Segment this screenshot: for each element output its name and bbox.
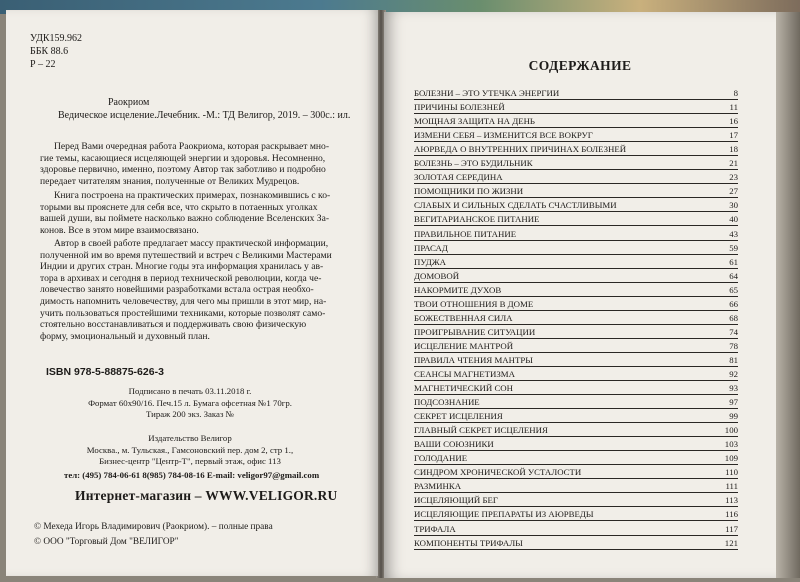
copyright-author: © Мехеда Игорь Владимирович (Раокриом). – полные права	[34, 522, 273, 532]
copyright-publisher: © ООО "Торговый Дом "ВЕЛИГОР"	[34, 537, 179, 547]
toc-entry-title: БОЛЕЗНЬ – ЭТО БУДИЛЬНИК	[414, 158, 533, 169]
toc-entry-title: ИСЦЕЛЯЮЩИЕ ПРЕПАРАТЫ ИЗ АЮРВЕДЫ	[414, 509, 594, 520]
toc-entry-title: СЕКРЕТ ИСЦЕЛЕНИЯ	[414, 411, 503, 422]
toc-entry-page: 97	[729, 397, 738, 408]
annotation-line: ловечество занято новейшими разработками встала острая необхо-	[40, 284, 314, 296]
toc-entry-title: БОЛЕЗНИ – ЭТО УТЕЧКА ЭНЕРГИИ	[414, 88, 560, 99]
contents-title: СОДЕРЖАНИЕ	[528, 58, 632, 73]
toc-entry-title: ПРОИГРЫВАНИЕ СИТУАЦИИ	[414, 326, 536, 337]
annotation-line: Перед Вами очередная работа Раокриома, которая раскрывает мно-	[54, 141, 330, 152]
toc-entry-page: 113	[725, 495, 738, 506]
toc-entry-page: 92	[729, 368, 738, 379]
publisher-contacts: тел: (495) 784-06-61 8(985) 784-08-16 E-mail: veligor97@gmail.com	[64, 470, 320, 480]
publisher-name: Издательство Велигор	[148, 433, 232, 443]
toc-entry-title: ИЗМЕНИ СЕБЯ – ИЗМЕНИТСЯ ВСЕ ВОКРУГ	[414, 130, 593, 141]
toc-entry	[414, 339, 738, 353]
toc-entry-page: 40	[729, 214, 738, 225]
annotation-paragraph-1	[40, 141, 356, 187]
toc-entry-page: 74	[729, 326, 738, 337]
toc-entry	[414, 465, 738, 479]
author-mark: Р – 22	[30, 59, 56, 70]
toc-entry-page: 93	[729, 383, 738, 394]
bbk-code: ББК 88.6	[30, 46, 69, 57]
annotation-line: Автор в своей работе предлагает массу практической информации,	[54, 238, 329, 249]
toc-entry-title: СИНДРОМ ХРОНИЧЕСКОЙ УСТАЛОСТИ	[414, 467, 582, 478]
annotation-line: полученной им во время путешествий и встреч с Великими Мастерами	[40, 249, 332, 261]
annotation-line: тора в архивах и сегодня в период технической революции, когда че-	[40, 272, 322, 284]
toc-entry-title: ПРИЧИНЫ БОЛЕЗНЕЙ	[414, 102, 505, 113]
toc-entry-title: РАЗМИНКА	[414, 481, 462, 492]
toc-entry	[414, 507, 738, 521]
print-run: Тираж 200 экз. Заказ №	[145, 409, 235, 419]
annotation-line: учить пользоваться простейшими техниками, которые позволят само-	[40, 307, 326, 319]
toc-entry-page: 66	[729, 298, 738, 309]
toc-entry	[414, 353, 738, 367]
publisher-address: Москва., м. Тульская., Гамсоновский пер. дом 2, стр 1.,	[86, 444, 294, 455]
toc-entry-page: 78	[729, 340, 738, 351]
toc-entry-title: АЮРВЕДА О ВНУТРЕННИХ ПРИЧИНАХ БОЛЕЗНЕЙ	[414, 144, 627, 155]
toc-entry-page: 110	[725, 467, 738, 478]
toc-entry-page: 23	[729, 172, 738, 183]
toc-entry	[414, 409, 738, 423]
toc-entry	[414, 395, 738, 409]
isbn: ISBN 978-5-88875-626-3	[46, 366, 164, 378]
annotation-line: здоровье первично, именно, поэтому Автор так заботливо и подробно	[40, 164, 326, 176]
table-of-contents	[414, 86, 738, 550]
toc-entry-page: 30	[729, 200, 738, 211]
annotation-line: вашей души, вы поймете насколько важно соблюдение Вселенских За-	[40, 213, 330, 225]
toc-entry-title: ПОМОЩНИКИ ПО ЖИЗНИ	[414, 186, 524, 197]
toc-entry	[414, 226, 738, 240]
bibliographic-record: Ведическое исцеление.Лечебник. -М.: ТД Велигор, 2019. – 300с.: ил.	[58, 110, 351, 121]
toc-entry	[414, 283, 738, 297]
toc-entry	[414, 114, 738, 128]
toc-entry-page: 18	[729, 144, 738, 155]
author-name: Раокриом	[108, 97, 150, 108]
toc-entry-title: МАГНЕТИЧЕСКИЙ СОН	[414, 383, 514, 394]
toc-entry	[414, 241, 738, 255]
toc-entry-page: 27	[729, 186, 738, 197]
page-edge	[776, 12, 800, 578]
toc-entry	[414, 536, 738, 550]
toc-entry-page: 65	[729, 284, 738, 295]
toc-entry	[414, 170, 738, 184]
toc-entry-title: ТВОИ ОТНОШЕНИЯ В ДОМЕ	[414, 298, 534, 309]
toc-entry-page: 121	[724, 537, 738, 548]
annotation-line: конов. Все в этом мире взаимосвязано.	[40, 224, 199, 236]
toc-entry	[414, 297, 738, 311]
toc-entry-page: 17	[729, 130, 738, 141]
toc-entry	[414, 367, 738, 381]
udc-code: УДК159.962	[30, 33, 83, 44]
toc-entry-title: ПРАВИЛЬНОЕ ПИТАНИЕ	[414, 228, 517, 239]
toc-entry	[414, 156, 738, 170]
toc-entry-title: НАКОРМИТЕ ДУХОВ	[414, 284, 502, 295]
toc-entry-title: ПУДЖА	[414, 256, 446, 267]
toc-entry-title: МОЩНАЯ ЗАЩИТА НА ДЕНЬ	[414, 116, 535, 127]
toc-entry	[414, 184, 738, 198]
publisher-office: Бизнес-центр "Центр-Т", первый этаж, офис 113	[99, 456, 281, 466]
toc-entry-title: ГЛАВНЫЙ СЕКРЕТ ИСЦЕЛЕНИЯ	[414, 425, 548, 436]
toc-entry	[414, 128, 738, 142]
toc-entry-page: 21	[729, 158, 738, 169]
toc-entry-title: КОМПОНЕНТЫ ТРИФАЛЫ	[414, 537, 523, 548]
toc-entry-title: ВЕГИТАРИАНСКОЕ ПИТАНИЕ	[414, 214, 540, 225]
toc-entry	[414, 269, 738, 283]
toc-entry	[414, 255, 738, 269]
annotation-line: димость напомнить человечеству, для чего мы пришли в этот мир, на-	[40, 295, 327, 307]
annotation-line: Книга построена на практических примерах, познакомившись с ко-	[54, 190, 331, 201]
annotation-paragraph-3	[40, 238, 356, 342]
toc-entry-page: 16	[729, 116, 738, 127]
toc-entry	[414, 212, 738, 226]
toc-entry-page: 99	[729, 411, 738, 422]
annotation-line: стоятельно восстанавливаться и поддерживать свою физическую	[40, 319, 307, 331]
toc-entry-page: 100	[724, 425, 738, 436]
toc-entry-title: ЗОЛОТАЯ СЕРЕДИНА	[414, 172, 503, 183]
toc-entry-title: СЕАНСЫ МАГНЕТИЗМА	[414, 368, 515, 379]
toc-entry-title: ТРИФАЛА	[414, 523, 456, 534]
annotation-line: Индии и других стран. Многие годы эта информация хранилась у ав-	[40, 261, 324, 273]
annotation-line: форму, эмоциональный и духовный план.	[40, 330, 210, 342]
toc-entry	[414, 437, 738, 451]
toc-entry	[414, 479, 738, 493]
annotation-paragraph-2	[40, 190, 356, 236]
toc-entry	[414, 311, 738, 325]
toc-entry-title: ИСЦЕЛЕНИЕ МАНТРОЙ	[414, 340, 514, 351]
toc-entry-page: 81	[729, 354, 738, 365]
web-shop: Интернет-магазин – WWW.VELIGOR.RU	[75, 488, 338, 503]
toc-entry-page: 43	[729, 228, 738, 239]
toc-entry-page: 64	[729, 270, 738, 281]
toc-entry-title: БОЖЕСТВЕННАЯ СИЛА	[414, 312, 513, 323]
toc-entry	[414, 86, 738, 100]
toc-entry-title: ПРАВИЛА ЧТЕНИЯ МАНТРЫ	[414, 354, 533, 365]
toc-entry-title: ВАШИ СОЮЗНИКИ	[414, 439, 494, 450]
print-info	[40, 386, 340, 421]
toc-entry-page: 103	[724, 439, 738, 450]
toc-entry-page: 111	[725, 481, 738, 492]
annotation-line: торыми вы прояснете для себя все, что скрыто в потаенных уголках	[40, 201, 318, 213]
toc-entry-page: 59	[729, 242, 738, 253]
toc-entry-title: ПОДСОЗНАНИЕ	[414, 397, 480, 408]
toc-entry-page: 117	[725, 523, 738, 534]
print-format: Формат 60х90/16. Печ.15 л. Бумага офсетная №1 70гр.	[88, 397, 292, 408]
toc-entry-page: 109	[724, 453, 738, 464]
toc-entry-title: ДОМОВОЙ	[414, 270, 460, 281]
toc-entry-title: ПРАСАД	[414, 242, 448, 253]
toc-entry	[414, 325, 738, 339]
toc-entry	[414, 521, 738, 535]
toc-entry-page: 11	[729, 102, 738, 113]
toc-entry	[414, 142, 738, 156]
toc-entry-page: 8	[733, 88, 738, 99]
toc-entry-title: СЛАБЫХ И СИЛЬНЫХ СДЕЛАТЬ СЧАСТЛИВЫМИ	[414, 200, 617, 211]
annotation-line: гие темы, касающиеся исцеляющей энергии и здоровья. Несомненно,	[40, 152, 326, 164]
toc-entry-page: 61	[729, 256, 738, 267]
publisher-info	[40, 433, 340, 468]
toc-entry	[414, 423, 738, 437]
toc-entry-page: 68	[729, 312, 738, 323]
toc-entry-page: 116	[725, 509, 738, 520]
toc-entry	[414, 493, 738, 507]
annotation-line: передает читателям знания, полученные от Великих Мудрецов.	[40, 175, 300, 187]
toc-entry	[414, 198, 738, 212]
toc-entry-title: ИСЦЕЛЯЮЩИЙ БЕГ	[414, 495, 498, 506]
toc-entry-title: ГОЛОДАНИЕ	[414, 453, 468, 464]
print-date: Подписано в печать 03.11.2018 г.	[128, 386, 252, 396]
toc-entry	[414, 451, 738, 465]
classification-codes	[30, 32, 82, 71]
toc-entry	[414, 381, 738, 395]
toc-entry	[414, 100, 738, 114]
